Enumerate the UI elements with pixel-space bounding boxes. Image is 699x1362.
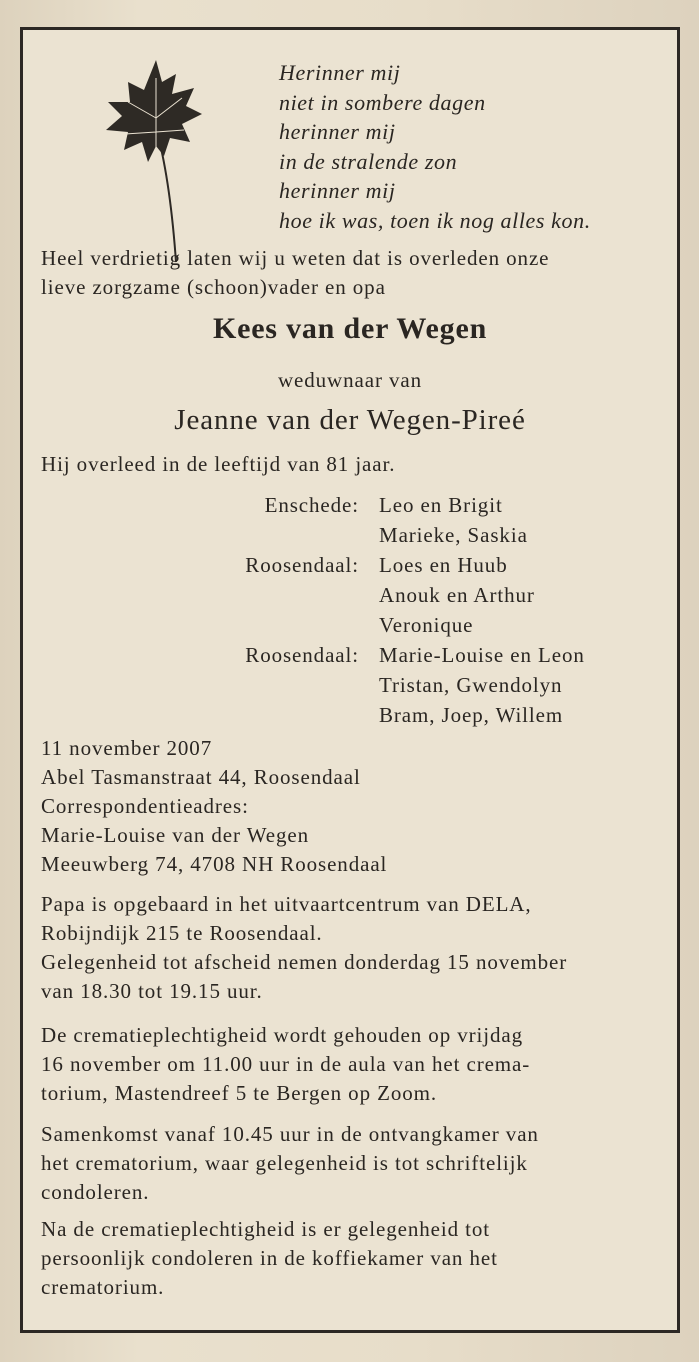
family-member: Anouk en Arthur <box>379 583 535 607</box>
paragraph-line: Papa is opgebaard in het uitvaartcentrum van DELA, <box>41 892 532 916</box>
correspondence-address: Meeuwberg 74, 4708 NH Roosendaal <box>41 852 388 876</box>
paragraph-line: het crematorium, waar gelegenheid is tot schriftelijk <box>41 1151 528 1175</box>
maple-leaf-icon <box>98 58 208 268</box>
paragraph-line: torium, Mastendreef 5 te Bergen op Zoom. <box>41 1081 438 1105</box>
intro-text <box>41 244 665 302</box>
family-place: Enschede: <box>264 493 359 517</box>
viewing-paragraph <box>41 890 665 1006</box>
correspondence-name: Marie-Louise van der Wegen <box>41 823 309 847</box>
obituary-notice <box>20 27 680 1333</box>
deceased-name: Kees van der Wegen <box>212 312 488 345</box>
poem-line: hoe ik was, toen ik nog alles kon. <box>279 207 591 233</box>
paragraph-line: crematorium. <box>41 1275 165 1299</box>
paragraph-line: Robijndijk 215 te Roosendaal. <box>41 921 323 945</box>
home-address: Abel Tasmanstraat 44, Roosendaal <box>41 765 361 789</box>
correspondence-label: Correspondentieadres: <box>41 794 249 818</box>
poem-line: niet in sombere dagen <box>279 89 486 115</box>
family-names <box>379 640 585 730</box>
family-member: Loes en Huub <box>379 553 508 577</box>
family-member: Veronique <box>379 613 474 637</box>
gathering-paragraph <box>41 1120 665 1207</box>
age-line <box>41 450 665 479</box>
paragraph-line: van 18.30 tot 19.15 uur. <box>41 979 263 1003</box>
poem <box>279 58 591 235</box>
family-member: Marieke, Saskia <box>379 523 528 547</box>
address-block <box>41 734 665 879</box>
poem-line: Herinner mij <box>279 60 401 85</box>
poem-line: in de stralende zon <box>279 148 458 174</box>
family-member: Marie-Louise en Leon <box>379 643 585 667</box>
paragraph-line: 16 november om 11.00 uur in de aula van het crema- <box>41 1052 531 1076</box>
paragraph-line: De crematieplechtigheid wordt gehouden op vrijdag <box>41 1023 524 1047</box>
family-member: Bram, Joep, Willem <box>379 703 564 727</box>
paragraph-line: Na de crematieplechtigheid is er gelegenheid tot <box>41 1217 491 1241</box>
intro-line: lieve zorgzame (schoon)vader en opa <box>41 275 386 299</box>
age-text: Hij overleed in de leeftijd van 81 jaar. <box>41 452 396 476</box>
family-names <box>379 490 528 550</box>
spouse-name: Jeanne van der Wegen-Pireé <box>174 404 526 436</box>
paragraph-line: persoonlijk condoleren in de koffiekamer van het <box>41 1246 498 1270</box>
poem-line: herinner mij <box>279 119 396 144</box>
poem-line: herinner mij <box>279 178 396 203</box>
cremation-paragraph <box>41 1021 665 1108</box>
condolence-paragraph <box>41 1215 665 1302</box>
family-names <box>379 550 535 640</box>
relation-label: weduwnaar van <box>277 368 423 392</box>
intro-line: Heel verdrietig laten wij u weten dat is overleden onze <box>41 246 550 270</box>
family-place: Roosendaal: <box>245 643 359 667</box>
family-member: Leo en Brigit <box>379 493 503 517</box>
paragraph-line: condoleren. <box>41 1180 150 1204</box>
paragraph-line: Samenkomst vanaf 10.45 uur in de ontvangkamer van <box>41 1122 539 1146</box>
family-place: Roosendaal: <box>245 553 359 577</box>
date: 11 november 2007 <box>41 736 213 760</box>
paragraph-line: Gelegenheid tot afscheid nemen donderdag 15 november <box>41 950 568 974</box>
family-member: Tristan, Gwendolyn <box>379 673 563 697</box>
